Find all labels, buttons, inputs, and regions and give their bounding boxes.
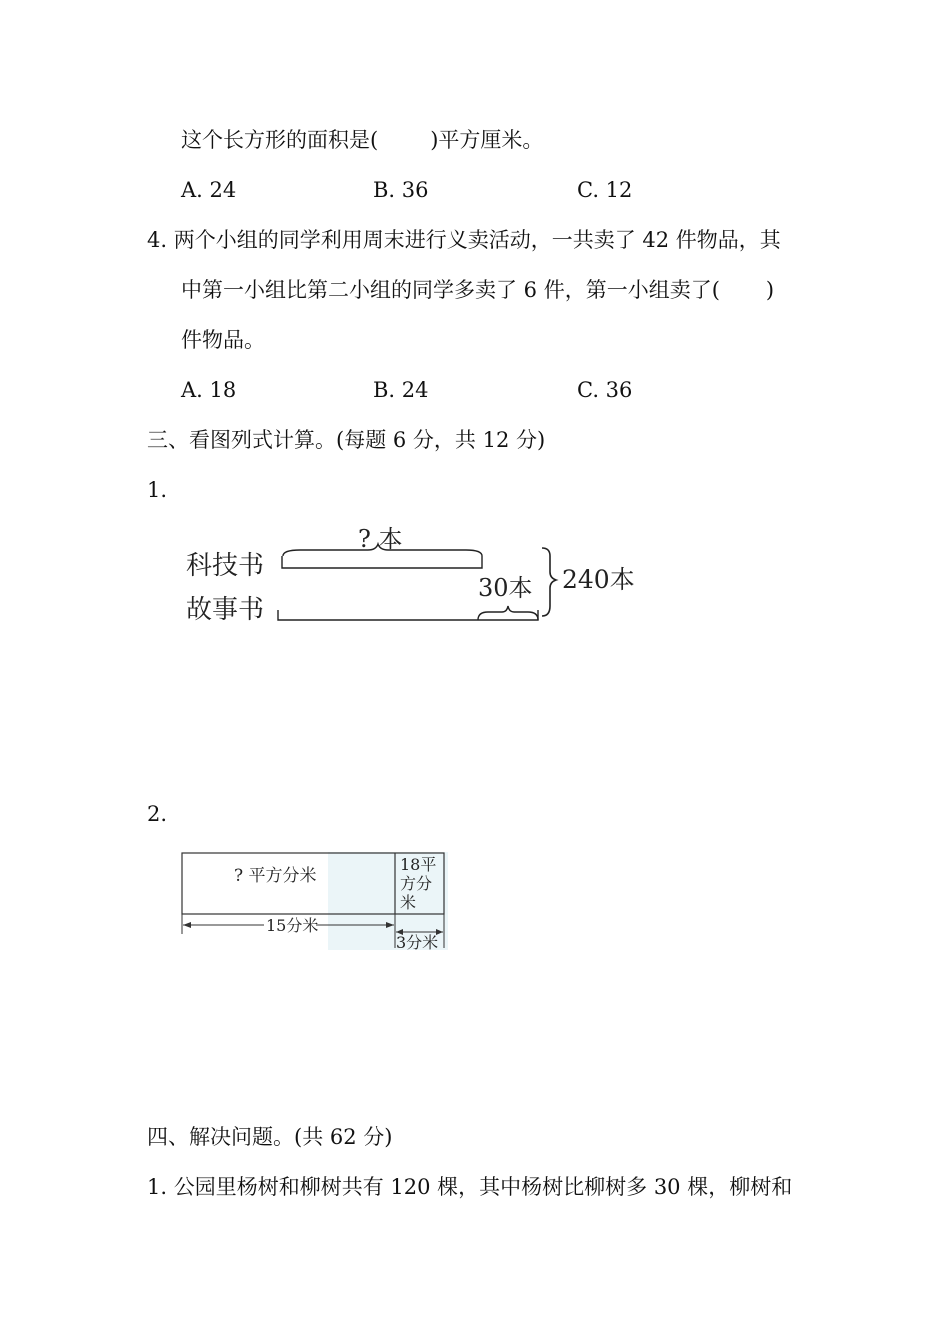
q3-stem-before: 这个长方形的面积是( (181, 128, 379, 152)
arrowhead-left (183, 922, 191, 928)
section3-heading: 三、看图列式计算。(每题 6 分，共 12 分) (147, 428, 546, 452)
q4-option-b: B. 24 (373, 378, 429, 402)
q4-option-a: A. 18 (181, 378, 237, 402)
right-area-line2: 方分 (400, 874, 433, 893)
q3-option-b: B. 36 (373, 178, 429, 202)
diff-label: 30本 (478, 574, 533, 602)
row1-label: 科技书 (186, 551, 265, 581)
right-width-label: 3分米 (396, 933, 439, 952)
segment-diagram (180, 520, 660, 630)
total-brace (542, 548, 556, 616)
right-area-line3: 米 (400, 893, 417, 912)
q4-line3: 件物品。 (181, 328, 265, 352)
left-area-label: ? 平方分米 (234, 866, 317, 886)
q3-option-a: A. 24 (181, 178, 237, 202)
section4-heading: 四、解决问题。(共 62 分) (147, 1125, 393, 1149)
q3-stem (181, 130, 543, 151)
top-label: ? 本 (358, 525, 403, 553)
section4-q1-line1: 1. 公园里杨树和柳树共有 120 棵，其中杨树比柳树多 30 棵，柳树和 (147, 1175, 793, 1199)
section3-item1-label: 1. (147, 478, 168, 502)
q4-line1: 4. 两个小组的同学利用周末进行义卖活动，一共卖了 42 件物品，其 (147, 228, 781, 252)
q4-line2 (181, 280, 774, 301)
q4-option-c: C. 36 (577, 378, 633, 402)
diff-brace (478, 606, 538, 620)
science-segment (282, 556, 482, 568)
area-diagram (178, 848, 458, 958)
q3-stem-after: )平方厘米。 (430, 128, 544, 152)
q3-option-c: C. 12 (577, 178, 633, 202)
total-label: 240本 (562, 565, 635, 594)
row2-label: 故事书 (186, 595, 265, 625)
q4-line2-after: ) (765, 278, 775, 302)
q4-line2-before: 中第一小组比第二小组的同学多卖了 6 件，第一小组卖了( (181, 278, 720, 302)
right-area-line1: 18平 (400, 855, 437, 874)
left-width-label: 15分米 (266, 916, 319, 935)
section3-item2-label: 2. (147, 802, 168, 826)
